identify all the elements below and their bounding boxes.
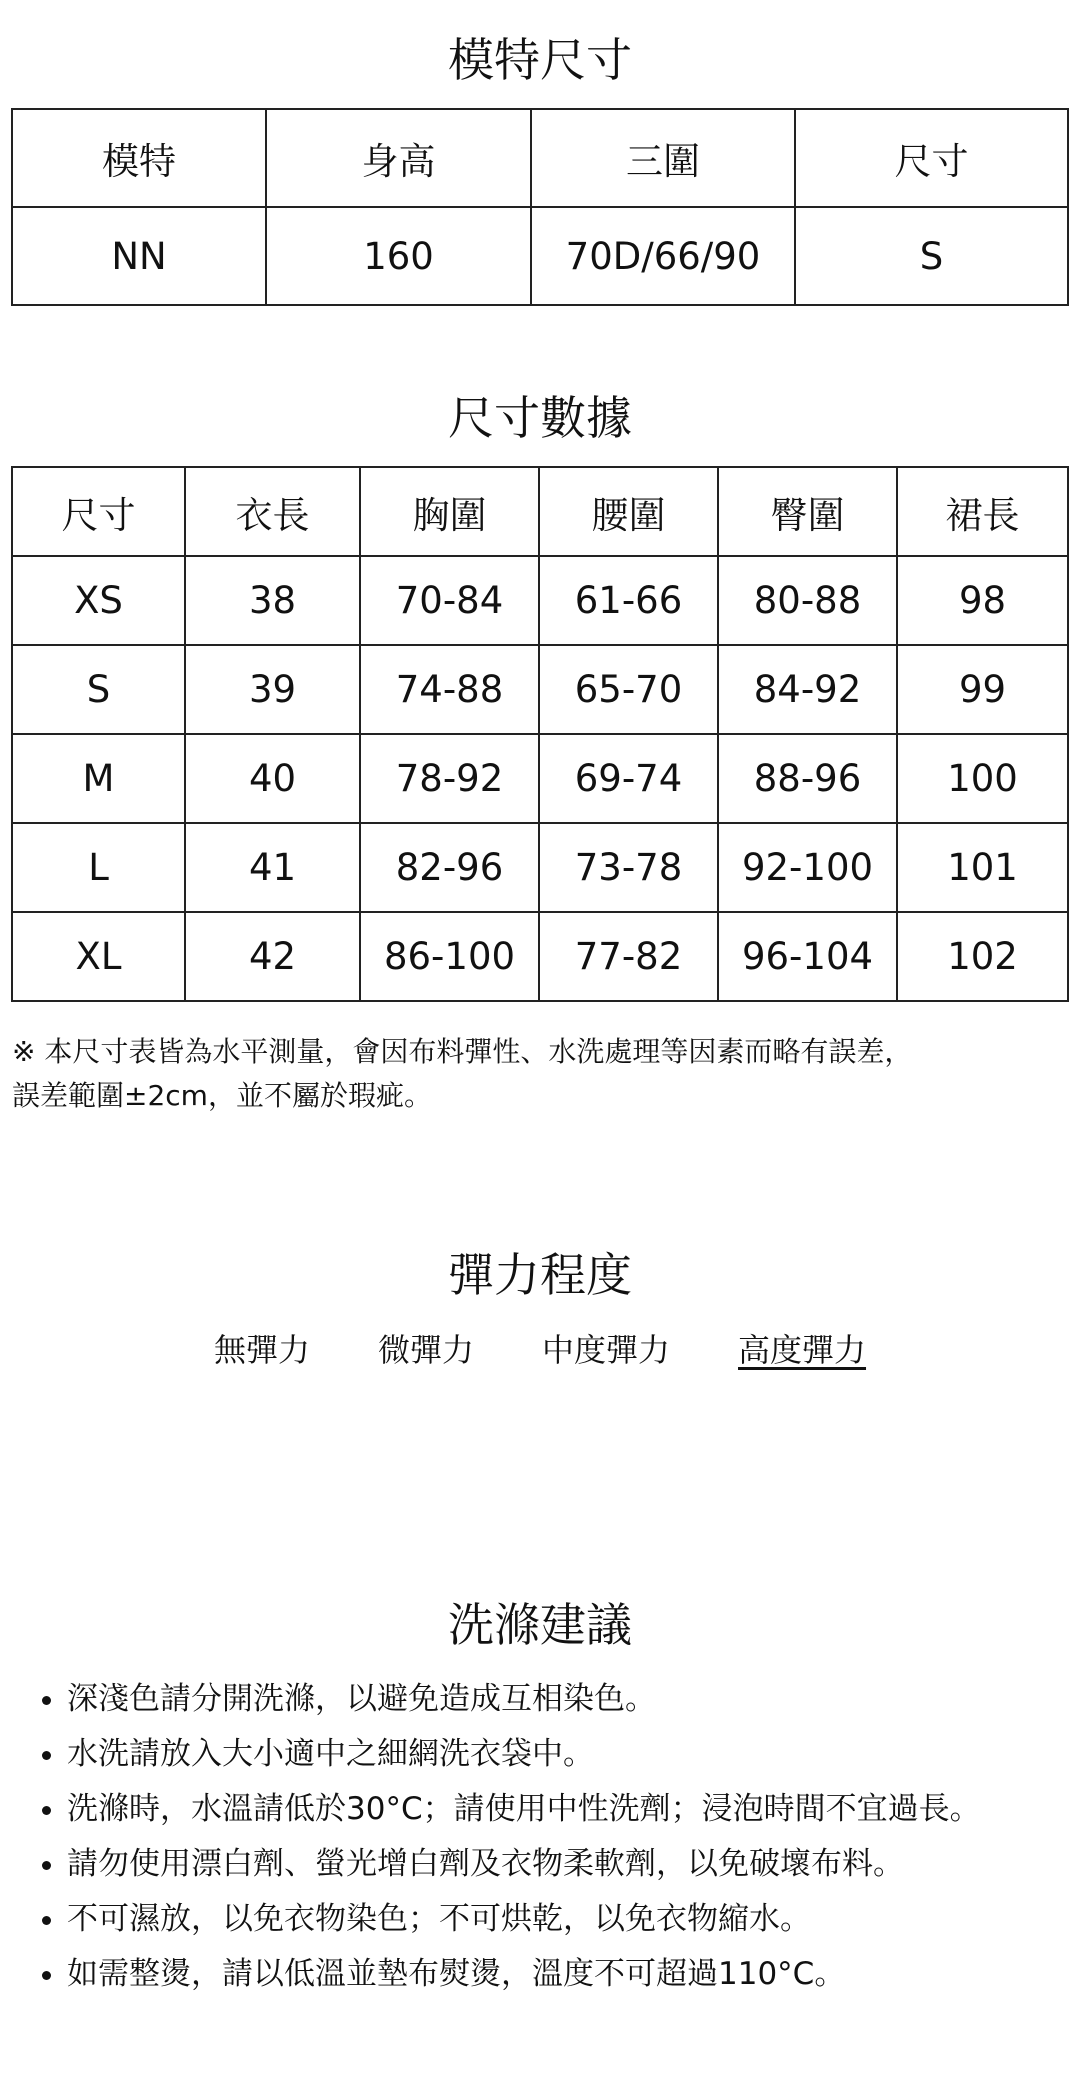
table-cell: NN [12, 207, 266, 305]
table-row [12, 645, 1068, 734]
list-item: • 洗滌時，水溫請低於30°C；請使用中性洗劑；浸泡時間不宜過長。 [67, 1782, 1075, 1837]
elasticity-option-medium: 中度彈力 [542, 1331, 671, 1369]
list-item: • 水洗請放入大小適中之細網洗衣袋中。 [67, 1727, 1075, 1782]
measurement-note [12, 1030, 1068, 1118]
elasticity-option-high-selected: 高度彈力 [738, 1331, 867, 1369]
washing-title: 洗滌建議 [448, 1598, 632, 1652]
note-line: ※ 本尺寸表皆為水平測量，會因布料彈性、水洗處理等因素而略有誤差， [12, 1035, 913, 1068]
table-cell: 40 [185, 734, 360, 823]
elasticity-title: 彈力程度 [448, 1248, 632, 1302]
header-cell: 衣長 [185, 467, 360, 556]
note-line: 誤差範圍±2cm，並不屬於瑕疵。 [12, 1079, 432, 1112]
header-cell: 三圍 [531, 109, 795, 207]
table-row [12, 207, 1068, 305]
table-cell: 100 [897, 734, 1068, 823]
table-cell: 74-88 [360, 645, 539, 734]
table-cell: 96-104 [718, 912, 897, 1001]
table-cell: 70D/66/90 [531, 207, 795, 305]
table-header-row [12, 467, 1068, 556]
header-cell: 尺寸 [12, 467, 185, 556]
table-cell: 99 [897, 645, 1068, 734]
table-cell: 77-82 [539, 912, 718, 1001]
header-cell: 模特 [12, 109, 266, 207]
header-cell: 胸圍 [360, 467, 539, 556]
table-cell: XL [12, 912, 185, 1001]
table-cell: 78-92 [360, 734, 539, 823]
table-cell: 84-92 [718, 645, 897, 734]
table-row [12, 734, 1068, 823]
table-cell: 86-100 [360, 912, 539, 1001]
table-cell: 70-84 [360, 556, 539, 645]
model-size-table [11, 108, 1069, 306]
list-item: • 深淺色請分開洗滌，以避免造成互相染色。 [67, 1672, 1075, 1727]
table-cell: S [12, 645, 185, 734]
table-cell: XS [12, 556, 185, 645]
size-data-title: 尺寸數據 [448, 391, 632, 445]
elasticity-option-none: 無彈力 [213, 1331, 310, 1369]
table-cell: 82-96 [360, 823, 539, 912]
size-data-table [11, 466, 1069, 1002]
list-item: • 如需整燙，請以低溫並墊布熨燙，溫度不可超過110°C。 [67, 1947, 1075, 2002]
table-cell: 61-66 [539, 556, 718, 645]
table-cell: 98 [897, 556, 1068, 645]
list-item: • 請勿使用漂白劑、螢光增白劑及衣物柔軟劑，以免破壞布料。 [67, 1837, 1075, 1892]
table-cell: 39 [185, 645, 360, 734]
table-cell: 69-74 [539, 734, 718, 823]
table-cell: S [795, 207, 1068, 305]
table-header-row [12, 109, 1068, 207]
table-cell: M [12, 734, 185, 823]
table-cell: 41 [185, 823, 360, 912]
header-cell: 尺寸 [795, 109, 1068, 207]
elasticity-scale [0, 1325, 1080, 1375]
washing-instructions-list [0, 1672, 1075, 2002]
table-row [12, 556, 1068, 645]
table-cell: 65-70 [539, 645, 718, 734]
header-cell: 腰圍 [539, 467, 718, 556]
table-cell: 88-96 [718, 734, 897, 823]
table-row [12, 912, 1068, 1001]
table-cell: 38 [185, 556, 360, 645]
header-cell: 裙長 [897, 467, 1068, 556]
header-cell: 身高 [266, 109, 531, 207]
table-cell: 80-88 [718, 556, 897, 645]
table-cell: 102 [897, 912, 1068, 1001]
list-item: • 不可濕放，以免衣物染色；不可烘乾，以免衣物縮水。 [67, 1892, 1075, 1947]
elasticity-option-slight: 微彈力 [377, 1331, 474, 1369]
table-cell: 42 [185, 912, 360, 1001]
table-cell: 160 [266, 207, 531, 305]
header-cell: 臀圍 [718, 467, 897, 556]
model-size-title: 模特尺寸 [448, 33, 632, 87]
table-cell: 92-100 [718, 823, 897, 912]
table-cell: 101 [897, 823, 1068, 912]
table-cell: L [12, 823, 185, 912]
table-cell: 73-78 [539, 823, 718, 912]
table-row [12, 823, 1068, 912]
